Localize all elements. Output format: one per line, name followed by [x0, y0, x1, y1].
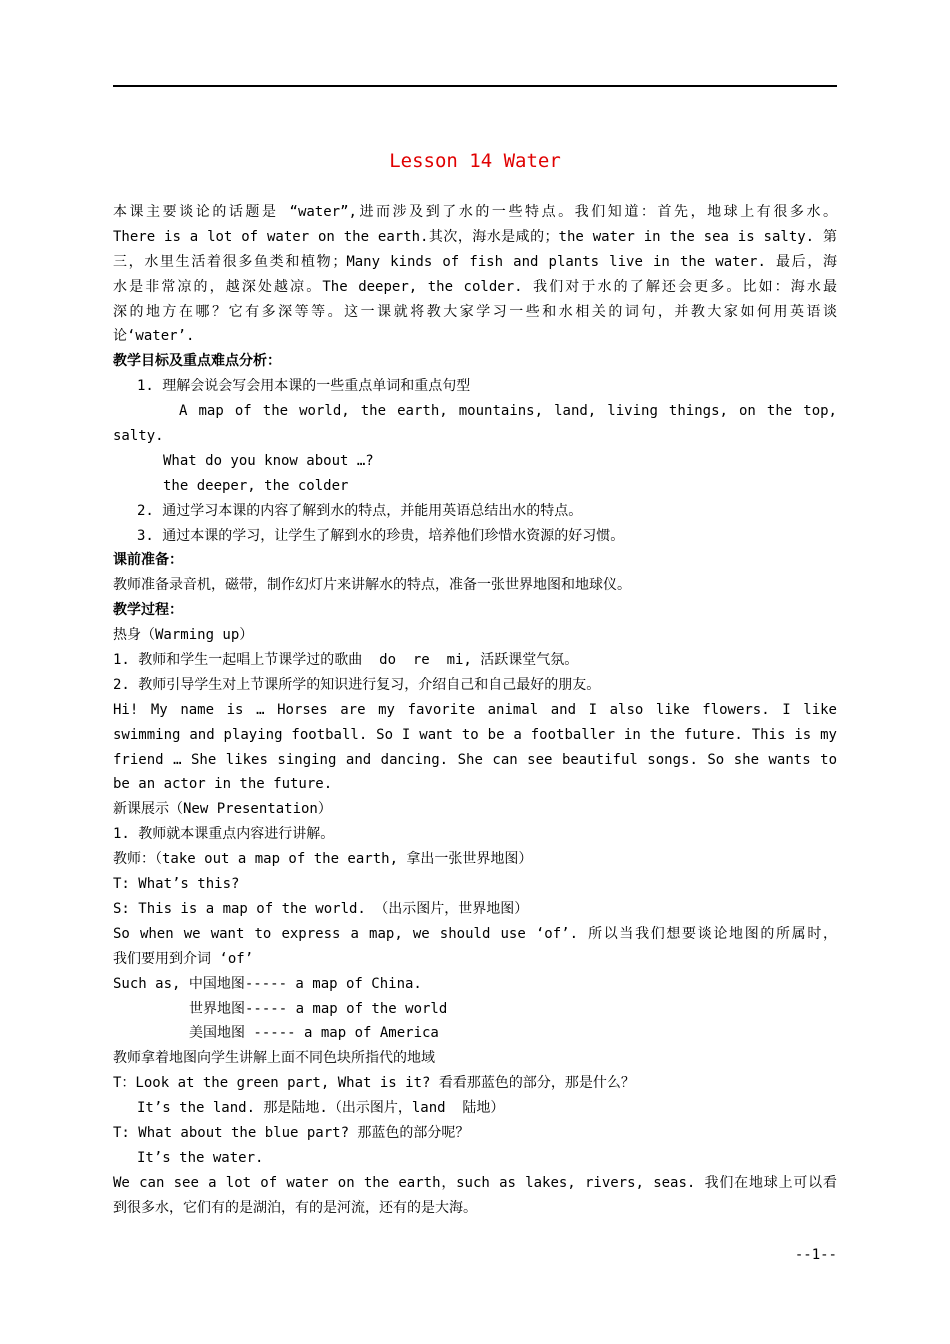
- text-line: friend … She likes singing and dancing. She can see beautiful songs. So she wants to: [113, 751, 837, 768]
- text-line: 教师拿着地图向学生讲解上面不同色块所指代的地域: [113, 1050, 435, 1067]
- text-line: 本课主要谈论的话题是 “water”,进而涉及到了水的一些特点。我们知道：首先，地球上有很多水。: [113, 204, 837, 220]
- document-body: [113, 200, 837, 1221]
- text-line: salty.: [113, 428, 164, 445]
- section-heading: 教学过程：: [113, 602, 183, 619]
- text-line: 新课展示（New Presentation）: [113, 801, 332, 818]
- text-line: 我们要用到介词 ‘of’: [113, 950, 254, 967]
- list-item: 1. 教师就本课重点内容进行讲解。: [113, 826, 335, 843]
- list-item: 1. 教师和学生一起唱上节课学过的歌曲 do re mi, 活跃课堂气氛。: [113, 652, 579, 669]
- list-item: 2. 通过学习本课的内容了解到水的特点，并能用英语总结出水的特点。: [137, 502, 583, 519]
- list-item: 3. 通过本课的学习，让学生了解到水的珍贵，培养他们珍惜水资源的好习惯。: [137, 527, 625, 544]
- page-number: --1--: [794, 1247, 837, 1263]
- text-line: T: What about the blue part? 那蓝色的部分呢？: [113, 1124, 470, 1141]
- text-line: Hi! My name is … Horses are my favorite animal and I also like flowers. I like: [113, 701, 837, 718]
- text-line: 论‘water’.: [113, 328, 195, 345]
- text-line: There is a lot of water on the earth.其次，海水是咸的；the water in the sea is salty. 第: [113, 228, 837, 245]
- header-rule: [113, 85, 837, 87]
- section-heading: 教学目标及重点难点分析：: [113, 353, 281, 370]
- text-line: S: This is a map of the world. （出示图片，世界地图）: [113, 900, 529, 917]
- text-line: We can see a lot of water on the earth，such as lakes, rivers, seas. 我们在地球上可以看: [113, 1174, 837, 1191]
- list-item: 2. 教师引导学生对上节课所学的知识进行复习，介绍自己和自己最好的朋友。: [113, 676, 601, 693]
- text-line: 三，水里生活着很多鱼类和植物；Many kinds of fish and plants live in the water. 最后，海: [113, 253, 837, 270]
- section-heading: 课前准备：: [113, 552, 183, 569]
- text-line: It’s the land. 那是陆地.（出示图片，land 陆地）: [137, 1100, 505, 1117]
- text-line: T：Look at the green part, What is it? 看看那蓝色的部分，那是什么？: [113, 1075, 635, 1092]
- text-line: the deeper, the colder: [163, 477, 349, 494]
- text-line: 美国地图 ----- a map of America: [189, 1025, 439, 1042]
- text-line: 教师准备录音机，磁带，制作幻灯片来讲解水的特点，准备一张世界地图和地球仪。: [113, 577, 631, 594]
- text-line: swimming and playing football. So I want to be a footballer in the future. This is my: [113, 726, 837, 743]
- text-line: Such as, 中国地图----- a map of China.: [113, 975, 422, 992]
- text-line: 世界地图----- a map of the world: [189, 1000, 448, 1017]
- text-line: What do you know about …?: [163, 452, 374, 469]
- page-title: Lesson 14 Water: [389, 150, 561, 172]
- text-line: 深的地方在哪？它有多深等等。这一课就将教大家学习一些和水相关的词句，并教大家如何用英语谈: [113, 303, 837, 320]
- text-line: be an actor in the future.: [113, 776, 333, 793]
- text-line: It’s the water.: [137, 1149, 264, 1166]
- text-line: T: What’s this?: [113, 876, 240, 893]
- text-line: So when we want to express a map, we should use ‘of’. 所以当我们想要谈论地图的所属时，: [113, 925, 837, 942]
- text-line: 到很多水，它们有的是湖泊，有的是河流，还有的是大海。: [113, 1199, 477, 1216]
- text-line: A map of the world, the earth, mountains, land, living things, on the top,: [179, 403, 837, 420]
- text-line: 水是非常凉的，越深处越凉。The deeper, the colder. 我们对于水的了解还会更多。比如：海水最: [113, 278, 837, 295]
- text-line: 热身（Warming up）: [113, 627, 254, 644]
- text-line: 教师：（take out a map of the earth, 拿出一张世界地图）: [113, 851, 533, 868]
- list-item: 1. 理解会说会写会用本课的一些重点单词和重点句型: [137, 378, 471, 395]
